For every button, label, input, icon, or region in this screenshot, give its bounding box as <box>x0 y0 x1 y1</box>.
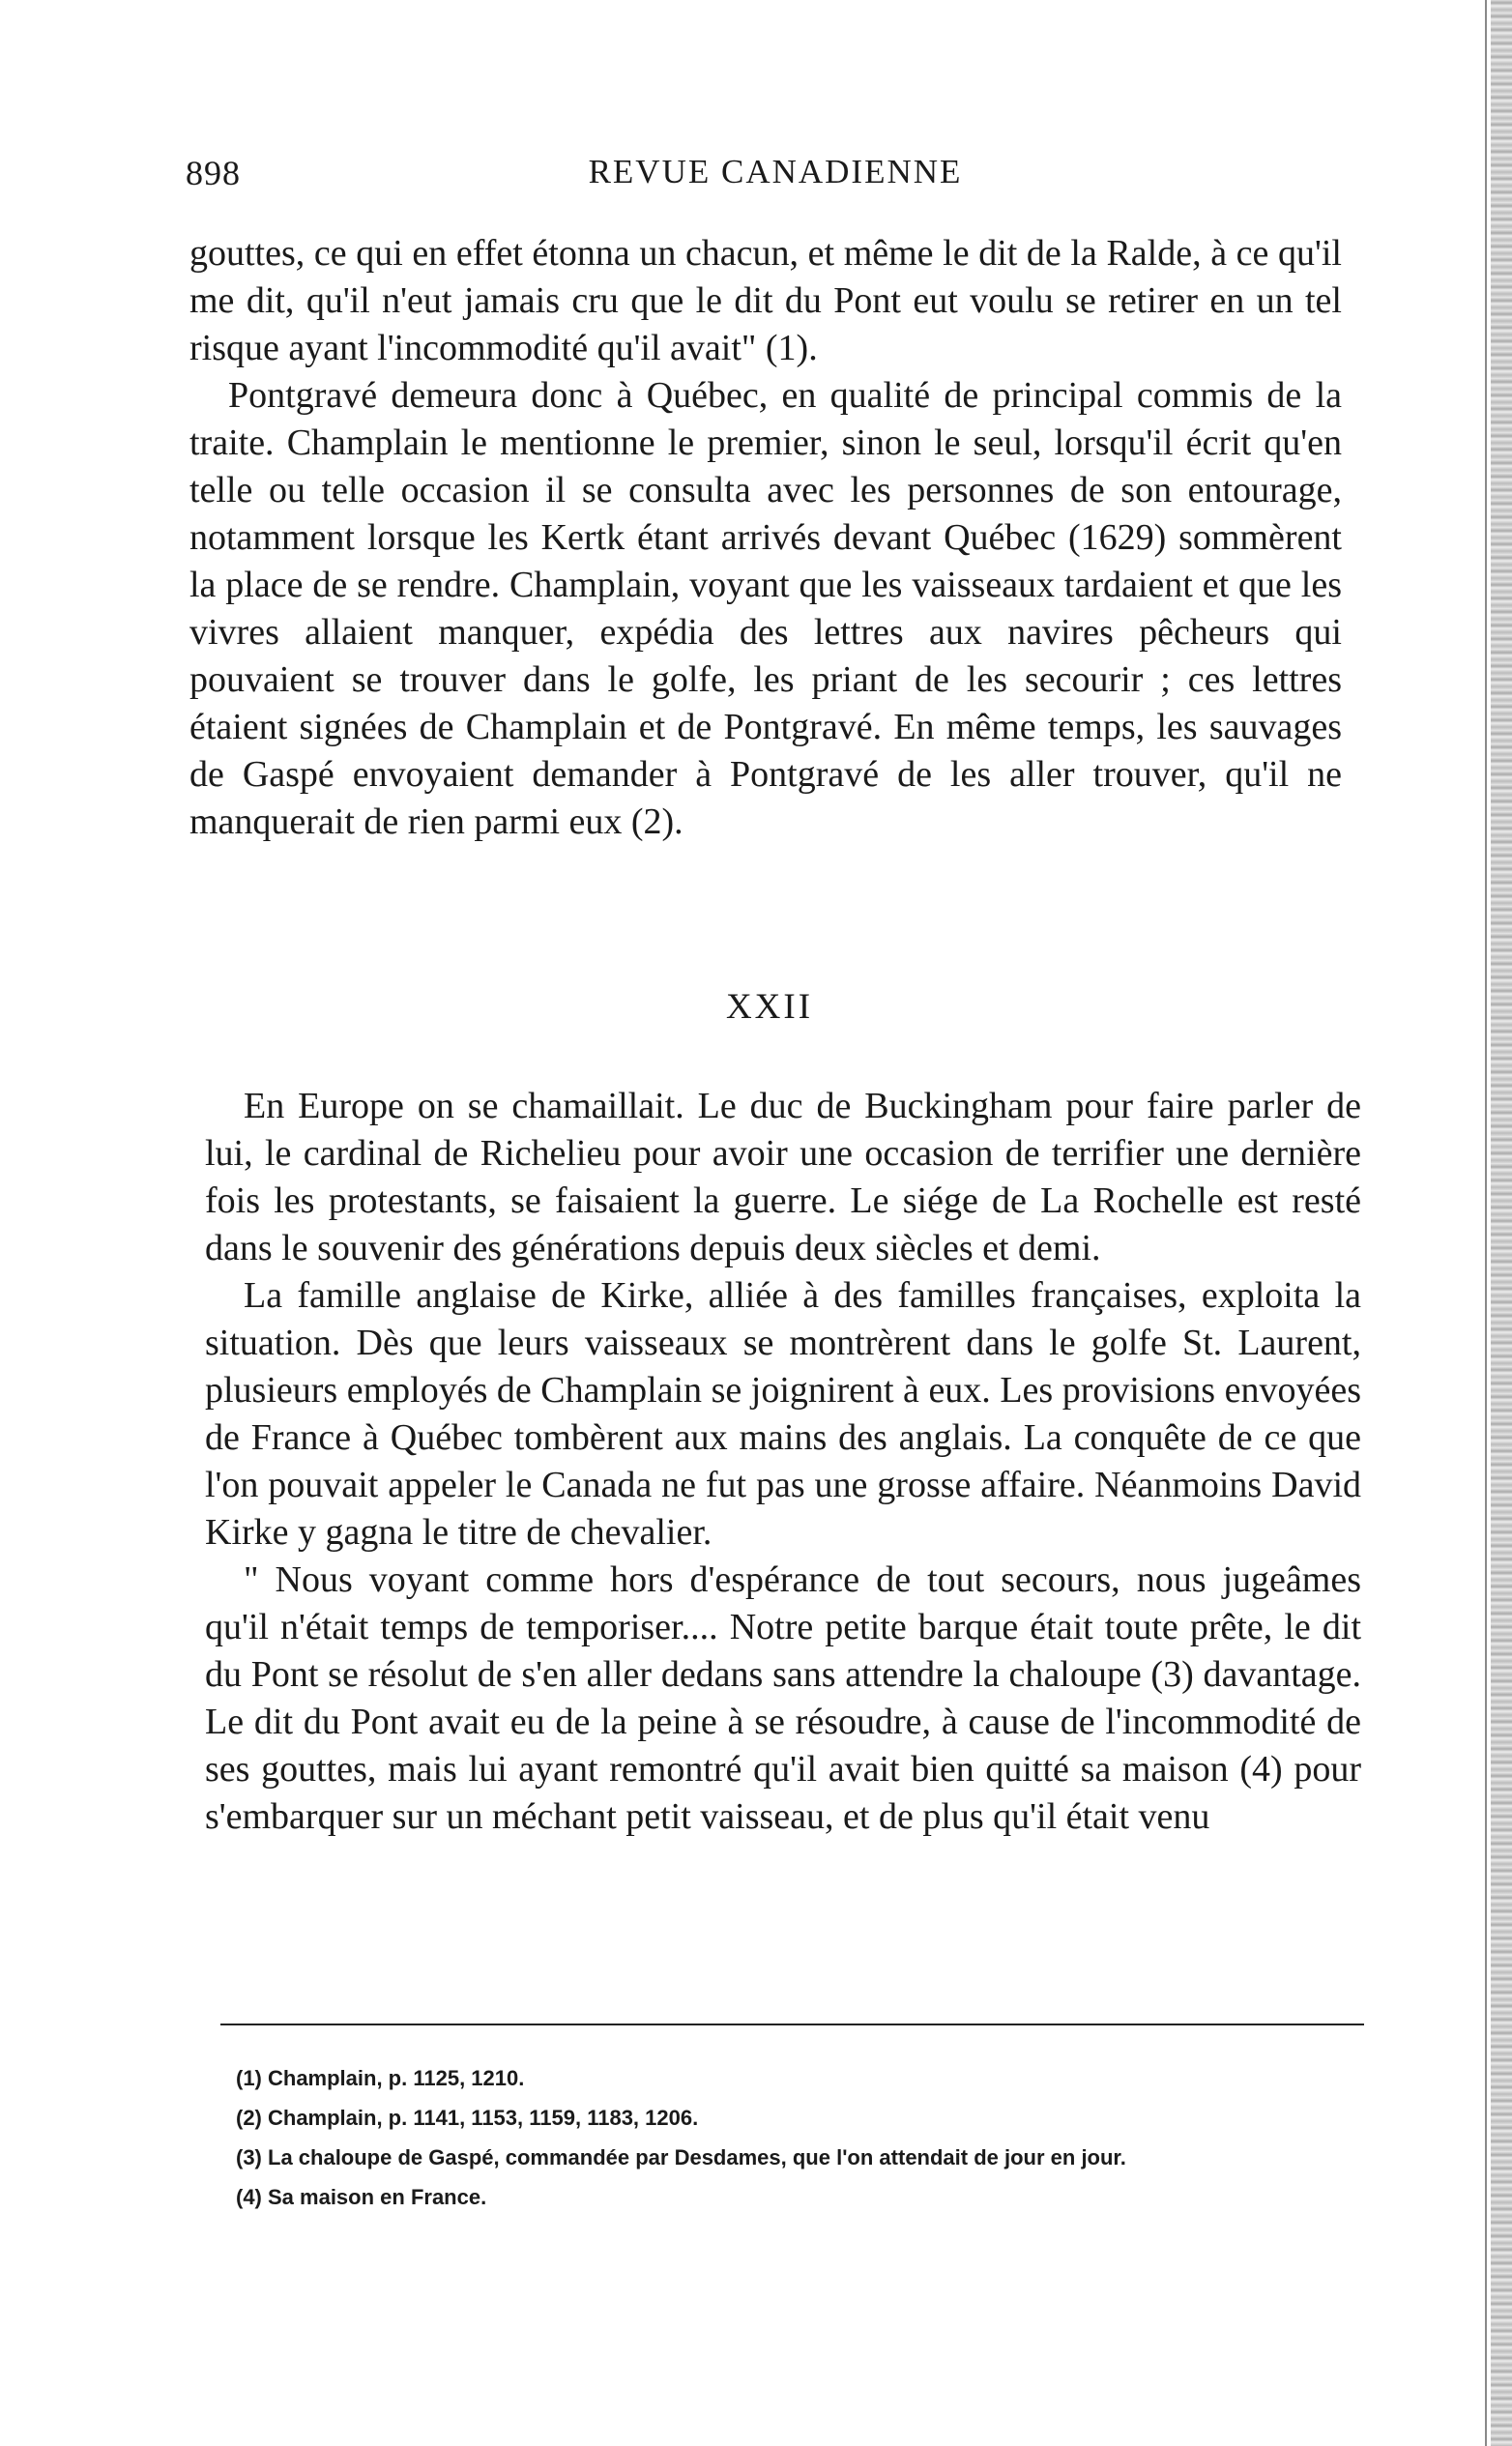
footnotes <box>236 2066 1369 2225</box>
paragraph: gouttes, ce qui en effet étonna un chacun, et même le dit de la Ralde, à ce qu'il me dit, qu'il n'eut jamais cru que le dit du Pont eut voulu se retirer en un tel risque ayant l'incommodité qu'il avait" (1). <box>189 233 1342 368</box>
footnote: (3) La chaloupe de Gaspé, commandée par Desdames, que l'on attendait de jour en jour. <box>236 2145 1126 2169</box>
footnote-divider <box>220 2024 1364 2025</box>
body-text-top <box>189 230 1342 846</box>
page-number: 898 <box>186 154 241 192</box>
paragraph: En Europe on se chamaillait. Le duc de Buckingham pour faire parler de lui, le cardinal de Richelieu pour avoir une occasion de terrifier une dernière fois les protestants, se faisaient la guerre. Le siége de La Rochelle est resté dans le souvenir des générations depuis deux siècles et demi. <box>205 1086 1361 1268</box>
paragraph: Pontgravé demeura donc à Québec, en qualité de principal commis de la traite. Champlain le mentionne le premier, sinon le seul, lorsqu'il écrit qu'en telle ou telle occasion il se consulta avec les personnes de son entourage, notamment lorsque les Kertk étant arrivés devant Québec (1629) sommèrent la place de se rendre. Champlain, voyant que les vaisseaux tardaient et que les vivres allaient manquer, expédia des lettres aux navires pêcheurs qui pouvaient se trouver dans le golfe, les priant de les secourir ; ces lettres étaient signées de Champlain et de Pontgravé. En même temps, les sauvages de Gaspé envoyaient demander à Pontgravé de les aller trouver, qu'il ne manquerait de rien parmi eux (2). <box>189 375 1342 842</box>
scan-page-edge-line <box>1485 0 1487 2446</box>
footnote: (4) Sa maison en France. <box>236 2185 487 2209</box>
paragraph: " Nous voyant comme hors d'espérance de tout secours, nous jugeâmes qu'il n'était temps de temporiser.... Notre petite barque était toute prête, le dit du Pont se résolut de s'en aller dedans sans attendre la chaloupe (3) davantage. Le dit du Pont avait eu de la peine à se résoudre, à cause de l'incommodité de ses gouttes, mais lui ayant remontré qu'il avait bien quitté sa maison (4) pour s'embarquer sur un méchant petit vaisseau, et de plus qu'il était venu <box>205 1559 1361 1837</box>
paragraph: La famille anglaise de Kirke, alliée à des familles françaises, exploita la situation. Dès que leurs vaisseaux se montrèrent dans le golfe St. Laurent, plusieurs employés de Champlain se joignirent à eux. Les provisions envoyées de France à Québec tombèrent aux mains des anglais. La conquête de ce que l'on pouvait appeler le Canada ne fut pas une grosse affaire. Néanmoins David Kirke y gagna le titre de chevalier. <box>205 1275 1361 1553</box>
running-title: REVUE CANADIENNE <box>588 153 963 190</box>
body-text-bottom <box>205 1083 1361 1841</box>
scan-page-edge <box>1491 0 1512 2446</box>
section-heading: XXII <box>725 987 814 1027</box>
footnote: (2) Champlain, p. 1141, 1153, 1159, 1183, 1206. <box>236 2106 699 2130</box>
footnote: (1) Champlain, p. 1125, 1210. <box>236 2066 525 2090</box>
page-header <box>186 153 1365 201</box>
